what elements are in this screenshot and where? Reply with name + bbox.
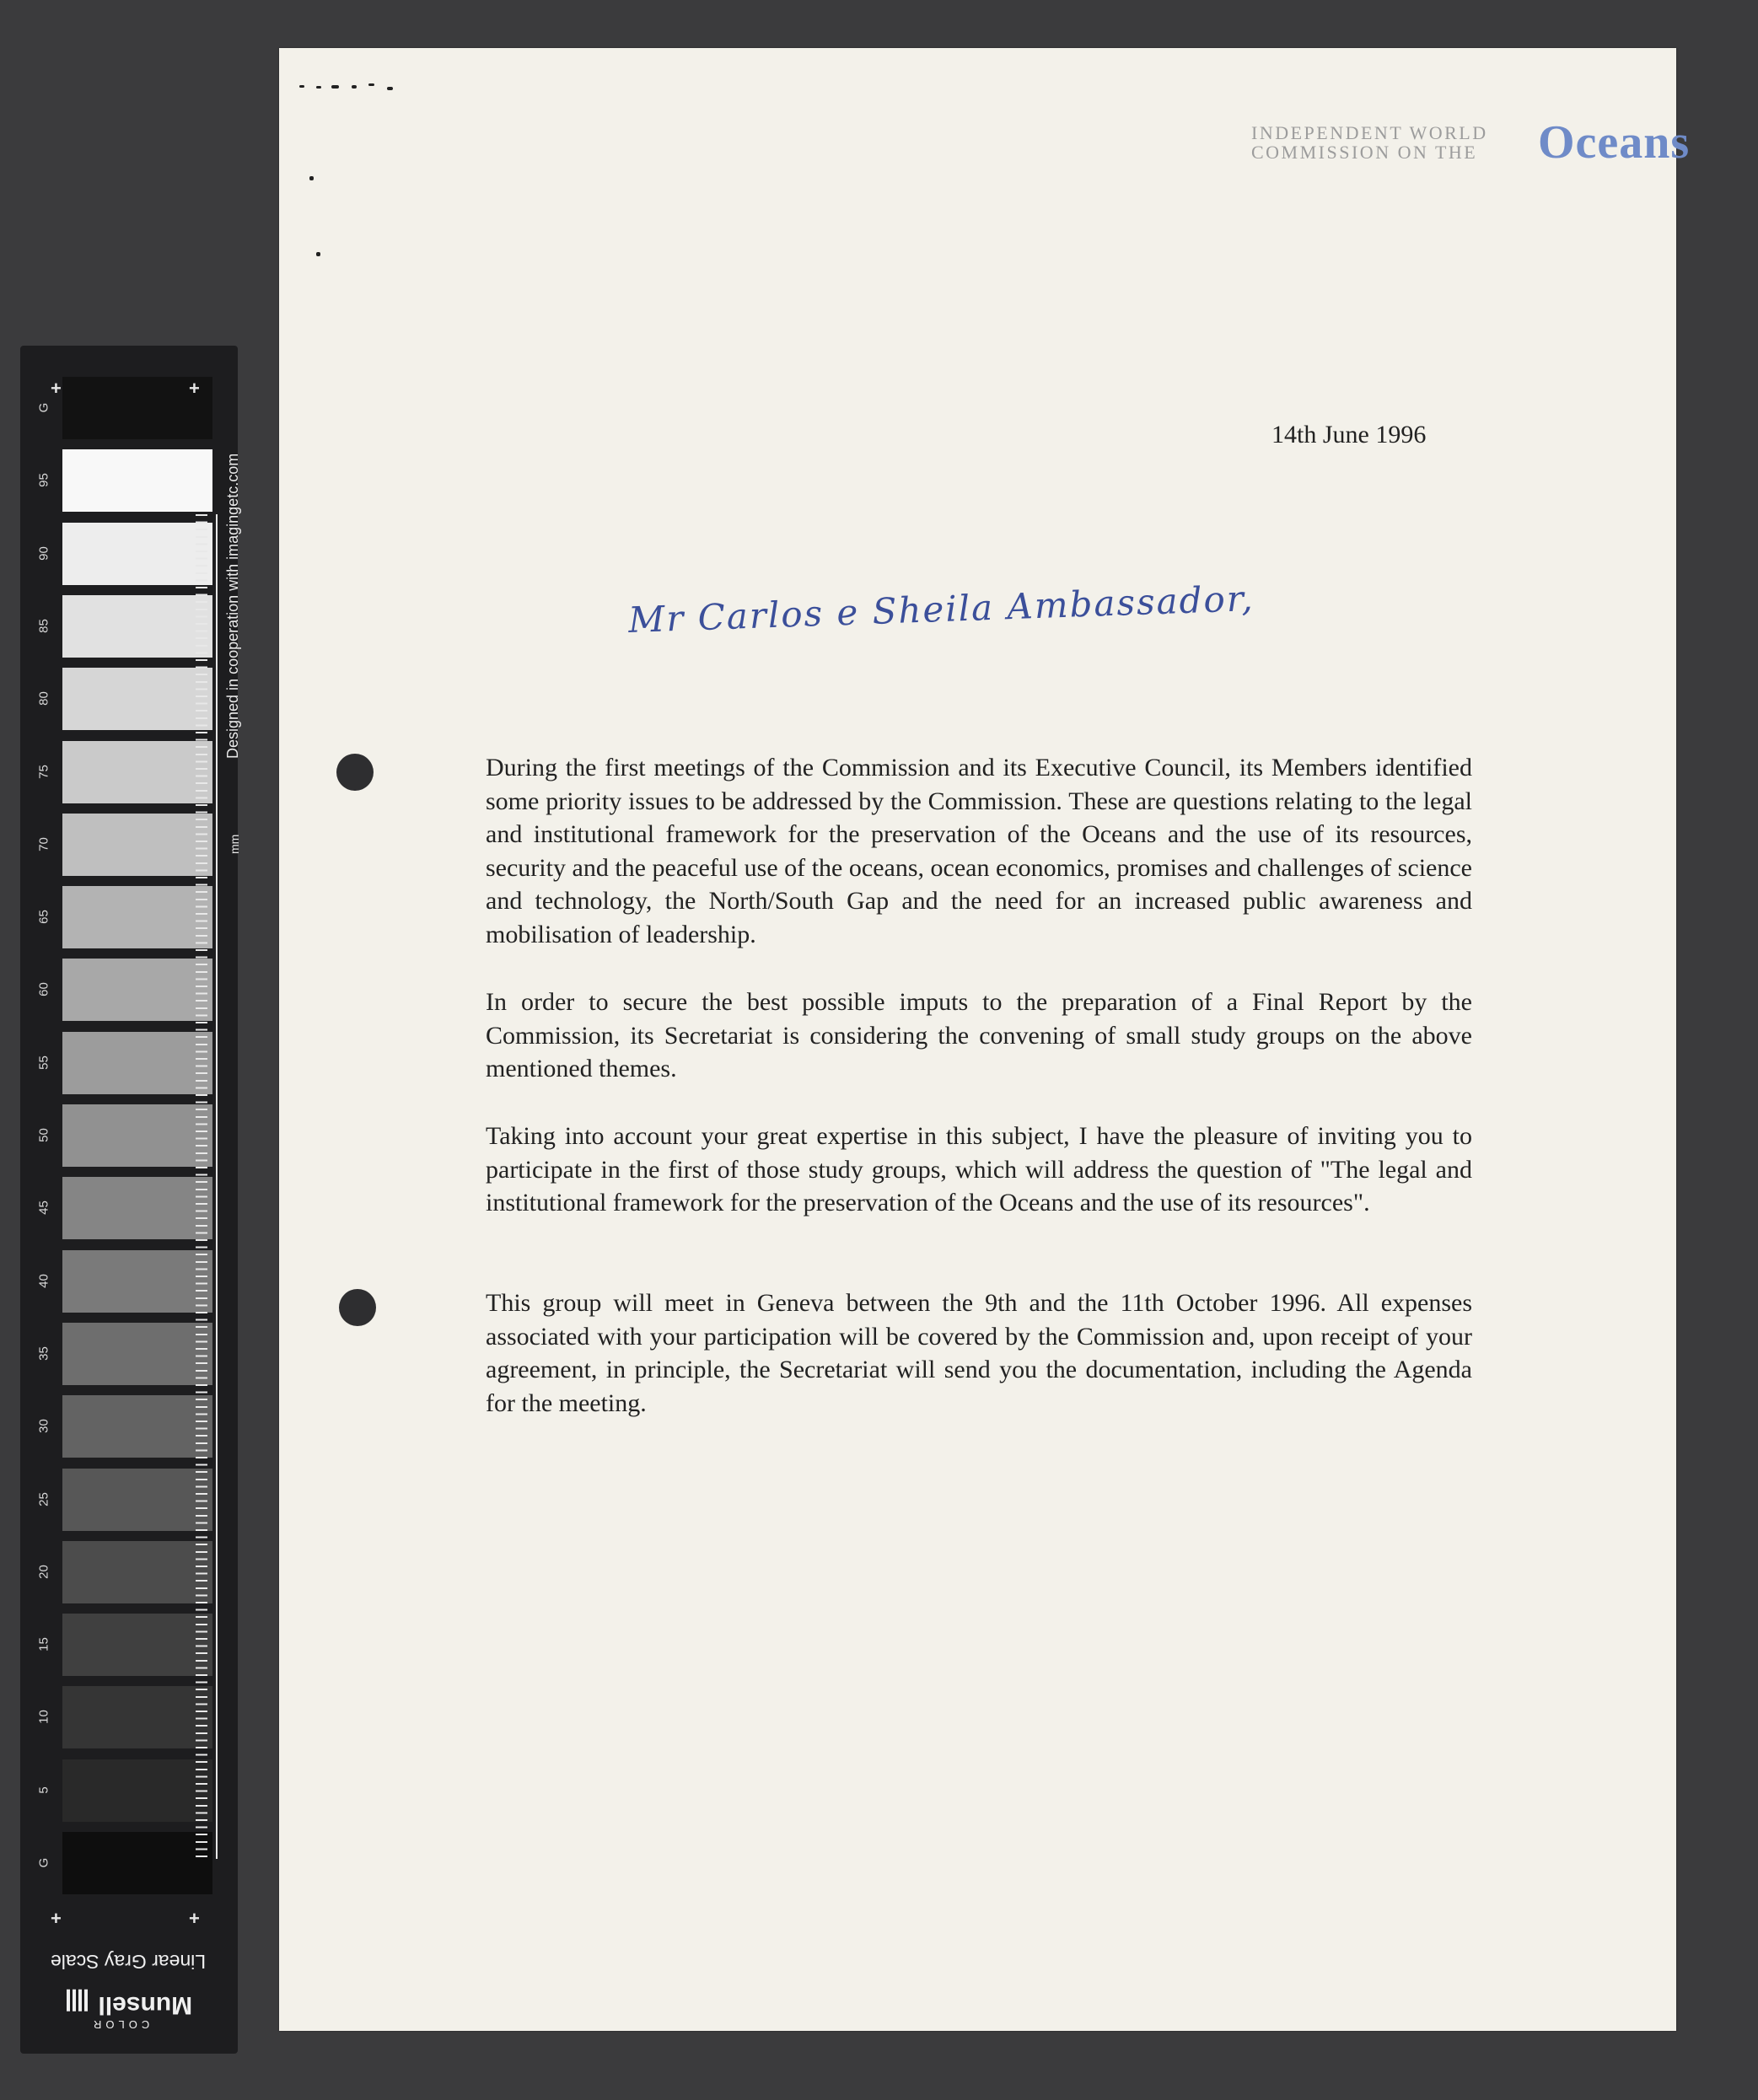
handwritten-salutation: Mr Carlos e Sheila Ambassador, bbox=[627, 577, 1255, 641]
munsell-sub: COLOR bbox=[89, 2018, 150, 2031]
gray-patch-label: 55 bbox=[36, 1055, 51, 1070]
scale-credit: Designed in cooperation with imagingetc.com bbox=[224, 453, 241, 759]
gray-patch-label: 50 bbox=[36, 1128, 51, 1142]
letterhead-oceans: Oceans bbox=[1538, 116, 1691, 169]
gray-patch-label: 75 bbox=[36, 764, 51, 779]
gray-patch bbox=[62, 668, 212, 730]
munsell-name: Munsell bbox=[98, 1990, 193, 2019]
gray-patch bbox=[62, 1759, 212, 1822]
gray-patch-label: 65 bbox=[36, 910, 51, 924]
paragraph-1: During the first meetings of the Commission and its Executive Council, its Members identified some priority issues to be addressed by the Commission. These are questions relating to the legal and institutional framework for the preservation of the Oceans and the use of its resources, security and the peaceful use of the oceans, ocean economics, promises and challenges of science and technology, the North/South Gap and the need for an increased public awareness and mobilisation of leadership. bbox=[486, 754, 1472, 948]
paragraph-2: In order to secure the best possible imputs to the preparation of a Final Report by the Commission, its Secretariat is considering the convening of small study groups on the above mentioned themes. bbox=[486, 988, 1472, 1082]
paper-speck bbox=[387, 87, 393, 90]
gray-patch bbox=[62, 814, 212, 876]
gray-patch bbox=[62, 959, 212, 1021]
letterhead-line1: INDEPENDENT WORLD bbox=[1251, 122, 1488, 143]
paper-speck bbox=[316, 252, 320, 256]
letter-date: 14th June 1996 bbox=[1271, 421, 1427, 448]
gray-patch-label: 5 bbox=[36, 1786, 51, 1794]
gray-patch-label: 80 bbox=[36, 691, 51, 706]
gray-patch bbox=[62, 1541, 212, 1603]
munsell-logo bbox=[66, 1990, 192, 2019]
gray-patch-label: 35 bbox=[36, 1346, 51, 1361]
paper-speck bbox=[352, 85, 357, 89]
paragraph-4: This group will meet in Geneva between the 9th and the 11th October 1996. All expenses associated with your participation will be covered by the Commission and, upon receipt of your agreement, in principle, the Secretariat will send you the documentation, including the Agenda for the meeting. bbox=[486, 1289, 1472, 1417]
gray-patch bbox=[62, 1032, 212, 1094]
munsell-grid-icon bbox=[66, 1990, 88, 2011]
gray-patch bbox=[62, 1686, 212, 1748]
gray-patch-label: 85 bbox=[36, 619, 51, 633]
paper-speck bbox=[299, 85, 304, 88]
paper-speck bbox=[309, 176, 314, 180]
letter-page bbox=[279, 48, 1691, 2031]
gray-patch-label: 95 bbox=[36, 473, 51, 488]
gray-patch-label: 10 bbox=[36, 1710, 51, 1725]
gray-patch-label: G bbox=[36, 1857, 51, 1868]
gray-patch-label: 20 bbox=[36, 1564, 51, 1579]
gray-patch-label: G bbox=[36, 402, 51, 413]
gray-patch bbox=[62, 595, 212, 658]
gray-patch bbox=[62, 1177, 212, 1239]
gray-patch-label: 70 bbox=[36, 836, 51, 851]
gray-patch bbox=[62, 449, 212, 512]
letterhead bbox=[1251, 116, 1695, 169]
paragraph-3: Taking into account your great expertise in this subject, I have the pleasure of inviting you to participate in the first of those study groups, which will address the question of "The legal and institutional framework for the preservation of the Oceans and the use of its resources". bbox=[486, 1122, 1472, 1216]
gray-patch bbox=[62, 523, 212, 585]
gray-patch bbox=[62, 1323, 212, 1385]
scale-title: Linear Gray Scale bbox=[51, 1951, 207, 1973]
gray-patch bbox=[62, 741, 212, 803]
registration-mark: + bbox=[51, 1908, 62, 1929]
gray-patch bbox=[62, 1104, 212, 1167]
mm-ruler bbox=[196, 514, 218, 1859]
scale-unit: mm bbox=[228, 834, 241, 854]
gray-patch bbox=[62, 1832, 212, 1894]
gray-patch bbox=[62, 1469, 212, 1531]
gray-patch-label: 40 bbox=[36, 1273, 51, 1288]
registration-mark: + bbox=[51, 378, 62, 399]
gray-patch-label: 15 bbox=[36, 1637, 51, 1652]
gray-patch-label: 30 bbox=[36, 1419, 51, 1434]
punch-hole bbox=[339, 1289, 376, 1326]
letterhead-line2: COMMISSION ON THE bbox=[1251, 142, 1478, 163]
gray-patch bbox=[62, 1250, 212, 1313]
gray-patch bbox=[62, 1395, 212, 1458]
gray-patch-label: 45 bbox=[36, 1200, 51, 1216]
paper-speck bbox=[331, 85, 339, 89]
paper-speck bbox=[316, 86, 321, 89]
gray-patch-label: 60 bbox=[36, 982, 51, 997]
punch-hole bbox=[336, 754, 374, 791]
gray-patch-label: 25 bbox=[36, 1491, 51, 1507]
gray-patch bbox=[62, 1614, 212, 1676]
gray-patch bbox=[62, 886, 212, 948]
registration-mark: + bbox=[189, 1908, 200, 1929]
registration-mark: + bbox=[189, 378, 200, 399]
paper-speck bbox=[368, 83, 374, 86]
gray-patch-label: 90 bbox=[36, 545, 51, 561]
